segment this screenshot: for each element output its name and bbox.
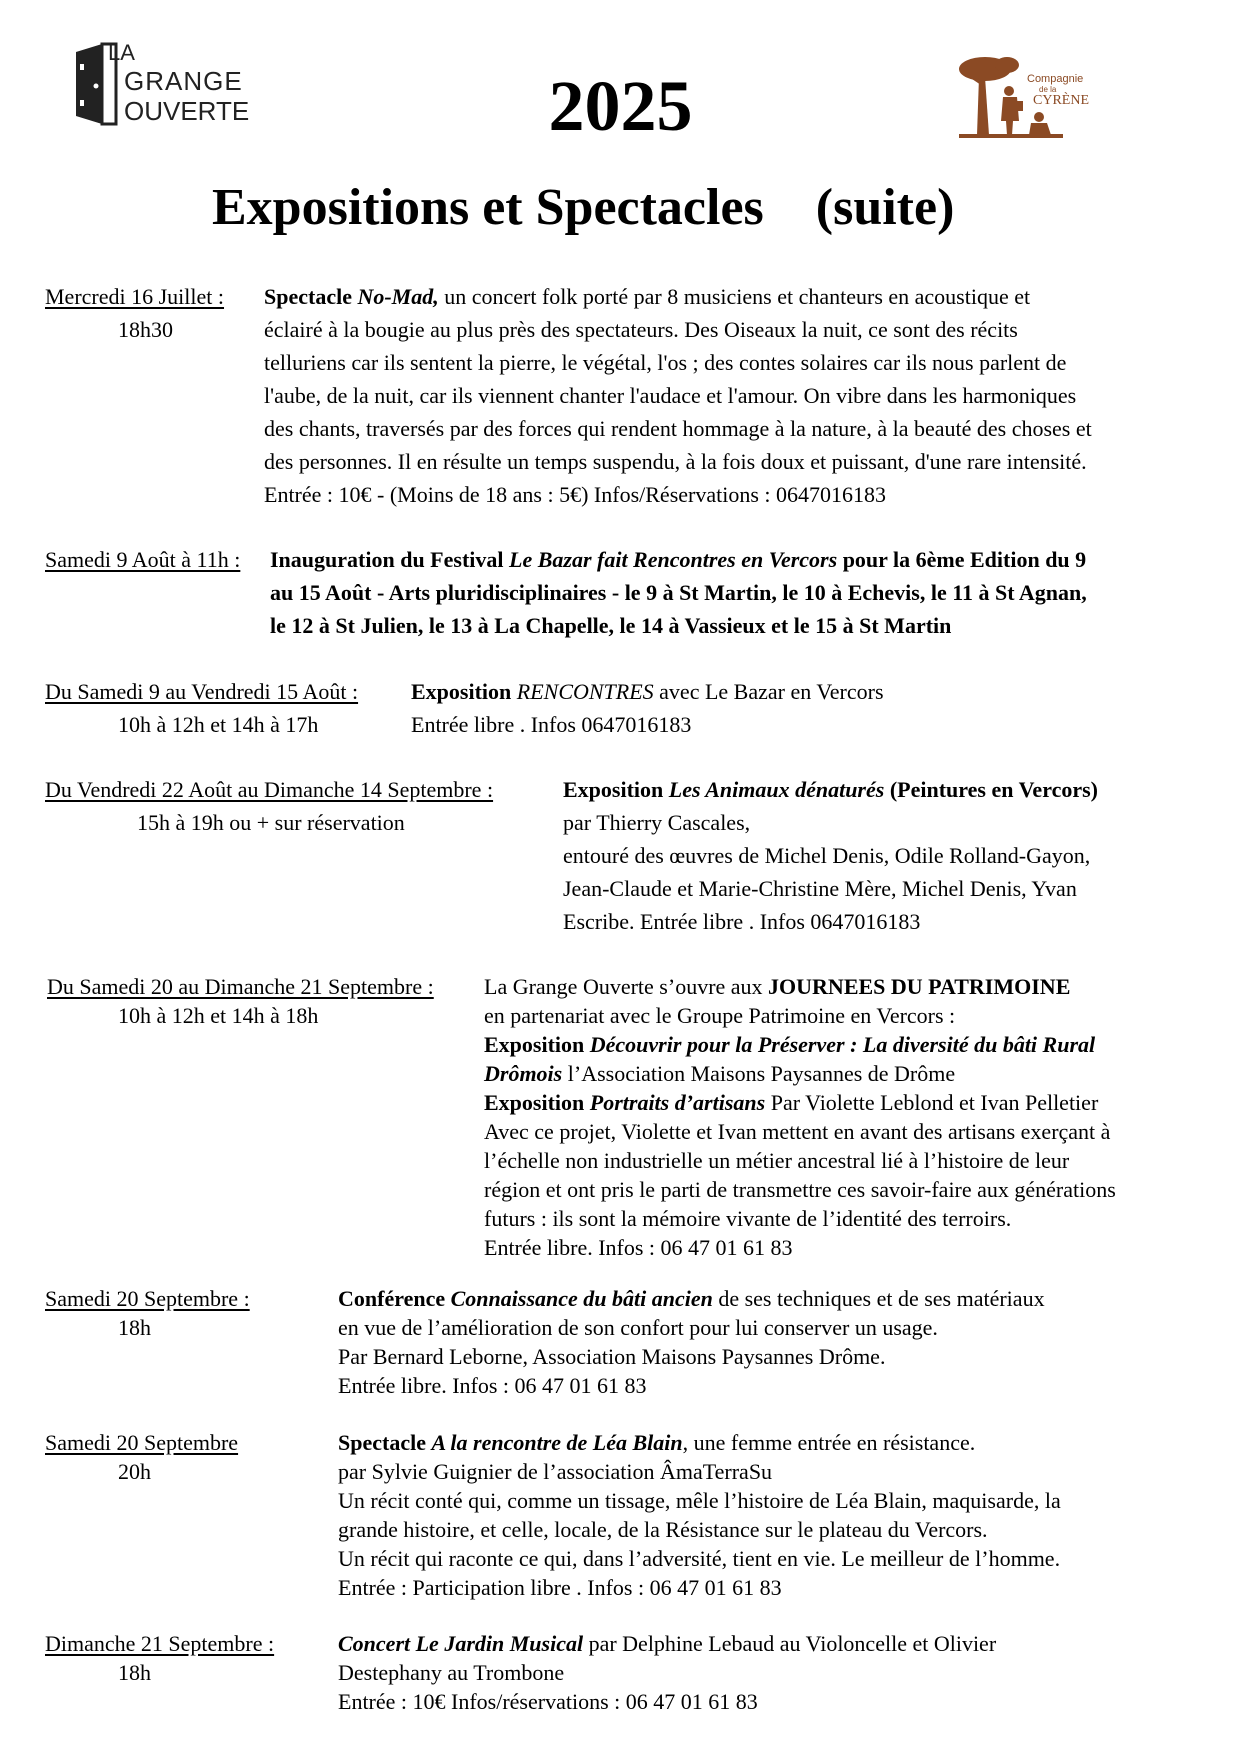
- event-date: Du Vendredi 22 Août au Dimanche 14 Septembre :: [45, 777, 494, 802]
- event-date: Du Samedi 9 au Vendredi 15 Août :: [45, 679, 359, 704]
- event-body: Spectacle No-Mad, un concert folk porté par 8 musiciens et chanteurs en acoustique et éclairé à la bougie au plus près des spectateurs. Des Oiseaux la nuit, ce sont des récits telluriens car ils sentent la pierre, le végétal, l'os ; des contes solaires car ils nous parlent de l'aube, de la nuit, car ils viennent chanter l'audace et l'amour. On vibre dans les harmoniques des chants, traversés par des forces qui rendent hommage à la nature, à la beauté des choses et des personnes. Il en résulte un temps suspendu, à la fois doux et puissant, d'une rare intensité. Entrée : 10€ - (Moins de 18 ans : 5€) Infos/Réservations : 0647016183: [264, 284, 1092, 507]
- event-date: Samedi 20 Septembre: [45, 1430, 239, 1455]
- event-body: Concert Le Jardin Musical par Delphine Lebaud au Violoncelle et Olivier Destephany au Trombone Entrée : 10€ Infos/réservations : 06 47 01 61 83: [338, 1631, 997, 1714]
- logo-text-compagnie: Compagnie: [1027, 73, 1084, 85]
- event-body: Spectacle A la rencontre de Léa Blain, une femme entrée en résistance. par Sylvie Guignier de l’association ÂmaTerraSu Un récit conté qui, comme un tissage, mêle l’histoire de Léa Blain, maquisarde, la grande histoire, et celle, locale, de la Résistance sur le plateau du Vercors. Un récit qui raconte ce qui, dans l’adversité, tient en vie. Le meilleur de l’homme. Entrée : Participation libre . Infos : 06 47 01 61 83: [338, 1430, 1061, 1600]
- event-time: 18h: [118, 1315, 151, 1340]
- title-suffix: (suite): [815, 179, 955, 236]
- event-body: Conférence Connaissance du bâti ancien de ses techniques et de ses matériaux en vue de l’amélioration de son confort pour lui conserver un usage. Par Bernard Leborne, Association Maisons Paysannes Drôme. Entrée libre. Infos : 06 47 01 61 83: [338, 1286, 1045, 1398]
- logo-text-de-la: de la: [1039, 85, 1057, 94]
- logo-text-la: LA: [108, 40, 135, 65]
- event-date: Du Samedi 20 au Dimanche 21 Septembre :: [47, 974, 434, 999]
- event-body: La Grange Ouverte s’ouvre aux JOURNEES DU PATRIMOINE en partenariat avec le Groupe Patrimoine en Vercors : Exposition Découvrir pour la Préserver : La diversité du bâti Rural Drômois l’Association Maisons Paysannes de Drôme Exposition Portraits d’artisans Par Violette Leblond et Ivan Pelletier Avec ce projet, Violette et Ivan mettent en avant des artisans exerçant à l’échelle non industrielle un métier ancestral lié à l’histoire de leur région et ont pris le parti de transmettre ces savoir-faire aux générations futurs : ils sont la mémoire vivante de l’identité des terroirs. Entrée libre. Infos : 06 47 01 61 83: [484, 974, 1116, 1260]
- event-date: Mercredi 16 Juillet :: [45, 284, 225, 309]
- logo-text-grange: GRANGE: [124, 66, 243, 96]
- logo-text-cyrene: CYRÈNE: [1033, 93, 1089, 108]
- logo-text-ouverte: OUVERTE: [124, 96, 250, 126]
- event-date: Samedi 9 Août à 11h :: [45, 547, 241, 572]
- event-date: Dimanche 21 Septembre :: [45, 1631, 275, 1656]
- event-time: 15h à 19h ou + sur réservation: [137, 810, 405, 835]
- event-time: 20h: [118, 1459, 151, 1484]
- event-time: 10h à 12h et 14h à 17h: [118, 712, 319, 737]
- event-body: Exposition Les Animaux dénaturés (Peintures en Vercors) par Thierry Cascales, entouré des œuvres de Michel Denis, Odile Rolland-Gayon, Jean-Claude et Marie-Christine Mère, Michel Denis, Yvan Escribe. Entrée libre . Infos 0647016183: [563, 777, 1098, 934]
- event-date: Samedi 20 Septembre :: [45, 1286, 250, 1311]
- event-time: 18h30: [118, 317, 173, 342]
- event-time: 18h: [118, 1660, 151, 1685]
- title-main: Expositions et Spectacles: [212, 179, 764, 236]
- event-time: 10h à 12h et 14h à 18h: [118, 1003, 319, 1028]
- event-body: Inauguration du Festival Le Bazar fait Rencontres en Vercors pour la 6ème Edition du 9 au 15 Août - Arts pluridisciplinaires - le 9 à St Martin, le 10 à Echevis, le 11 à St Agnan, le 12 à St Julien, le 13 à La Chapelle, le 14 à Vassieux et le 15 à St Martin: [270, 547, 1087, 638]
- year-heading: 2025: [548, 66, 693, 146]
- event-body: Exposition RENCONTRES avec Le Bazar en Vercors Entrée libre . Infos 0647016183: [411, 679, 884, 737]
- page-title: [212, 178, 954, 238]
